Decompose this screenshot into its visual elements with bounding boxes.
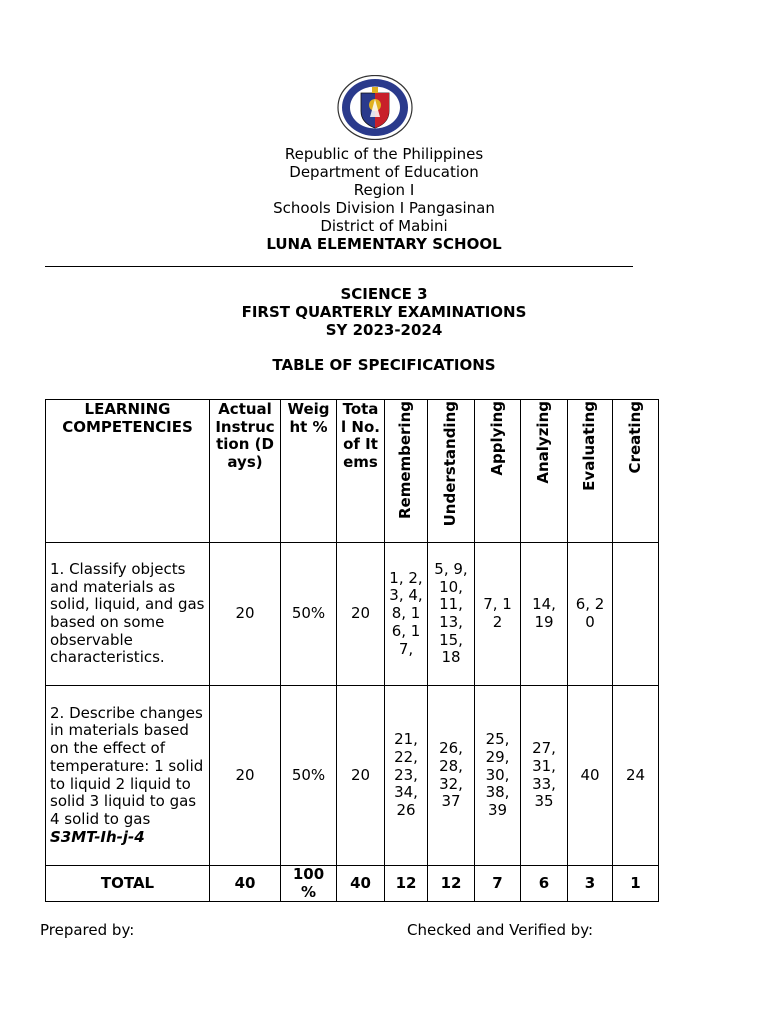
table-row bbox=[46, 686, 659, 866]
specifications-table bbox=[45, 399, 659, 902]
total-evaluating: 3 bbox=[568, 866, 613, 902]
header-creating-cell bbox=[613, 400, 659, 543]
creating-cell bbox=[613, 543, 659, 686]
total-analyzing: 6 bbox=[521, 866, 568, 902]
understanding-cell: 5, 9, 10, 11, 13, 15, 18 bbox=[428, 543, 475, 686]
checked-by-label: Checked and Verified by: bbox=[407, 921, 594, 939]
header-applying-cell bbox=[475, 400, 521, 543]
remembering-cell: 21, 22, 23, 34, 26 bbox=[385, 686, 428, 866]
total-understanding: 12 bbox=[428, 866, 475, 902]
table-row bbox=[46, 543, 659, 686]
competency-cell bbox=[46, 543, 210, 686]
days-cell: 20 bbox=[210, 686, 281, 866]
competency-text: 2. Describe changes in materials based on the effect of temperature: 1 solid to liquid 2 liquid to solid 3 liquid to gas 4 solid to gas bbox=[50, 703, 204, 828]
letterhead-line: District of Mabini bbox=[320, 217, 448, 235]
analyzing-cell: 14, 19 bbox=[521, 543, 568, 686]
letterhead-line: Department of Education bbox=[289, 163, 479, 181]
school-name: LUNA ELEMENTARY SCHOOL bbox=[266, 235, 502, 253]
table-title: TABLE OF SPECIFICATIONS bbox=[272, 356, 496, 374]
exam-title: FIRST QUARTERLY EXAMINATIONS bbox=[241, 303, 527, 321]
header-evaluating: Evaluating bbox=[580, 401, 599, 491]
school-year: SY 2023-2024 bbox=[325, 321, 443, 339]
applying-cell: 25, 29, 30, 38, 39 bbox=[475, 686, 521, 866]
evaluating-cell: 6, 20 bbox=[568, 543, 613, 686]
prepared-by-label: Prepared by: bbox=[40, 921, 135, 939]
creating-cell: 24 bbox=[613, 686, 659, 866]
total-label: TOTAL bbox=[46, 866, 210, 902]
total-creating: 1 bbox=[613, 866, 659, 902]
exam-titles bbox=[0, 285, 768, 339]
header-creating: Creating bbox=[625, 401, 644, 474]
competency-cell bbox=[46, 686, 210, 866]
header-divider bbox=[45, 266, 633, 267]
evaluating-cell: 40 bbox=[568, 686, 613, 866]
analyzing-cell: 27, 31, 33, 35 bbox=[521, 686, 568, 866]
header-remembering-cell bbox=[385, 400, 428, 543]
items-cell: 20 bbox=[337, 686, 385, 866]
competency-code: S3MT-Ih-j-4 bbox=[50, 827, 145, 846]
letterhead-line: Region I bbox=[353, 181, 415, 199]
header-weight: Weight % bbox=[281, 400, 337, 543]
table-header-row bbox=[46, 400, 659, 543]
deped-seal-icon bbox=[337, 75, 413, 140]
understanding-cell: 26, 28, 32, 37 bbox=[428, 686, 475, 866]
header-competencies: LEARNING COMPETENCIES bbox=[46, 400, 210, 543]
items-cell: 20 bbox=[337, 543, 385, 686]
total-weight: 100 % bbox=[281, 866, 337, 902]
subject-title: SCIENCE 3 bbox=[340, 285, 428, 303]
total-row bbox=[46, 866, 659, 902]
letterhead-line: Schools Division I Pangasinan bbox=[273, 199, 495, 217]
letterhead-line: Republic of the Philippines bbox=[284, 145, 484, 163]
header-evaluating-cell bbox=[568, 400, 613, 543]
letterhead bbox=[0, 145, 768, 253]
total-applying: 7 bbox=[475, 866, 521, 902]
total-remembering: 12 bbox=[385, 866, 428, 902]
header-analyzing-cell bbox=[521, 400, 568, 543]
header-applying: Applying bbox=[487, 401, 506, 476]
header-understanding: Understanding bbox=[441, 401, 460, 527]
header-remembering: Remembering bbox=[396, 401, 415, 520]
applying-cell: 7, 12 bbox=[475, 543, 521, 686]
header-items: Total No. of Items bbox=[337, 400, 385, 543]
days-cell: 20 bbox=[210, 543, 281, 686]
total-days: 40 bbox=[210, 866, 281, 902]
weight-cell: 50% bbox=[281, 543, 337, 686]
total-items: 40 bbox=[337, 866, 385, 902]
header-understanding-cell bbox=[428, 400, 475, 543]
competency-text: 1. Classify objects and materials as solid, liquid, and gas based on some observable characteristics. bbox=[50, 559, 205, 667]
weight-cell: 50% bbox=[281, 686, 337, 866]
header-days: Actual Instruction (Days) bbox=[210, 400, 281, 543]
remembering-cell: 1, 2, 3, 4, 8, 16, 17, bbox=[385, 543, 428, 686]
header-analyzing: Analyzing bbox=[534, 401, 553, 484]
